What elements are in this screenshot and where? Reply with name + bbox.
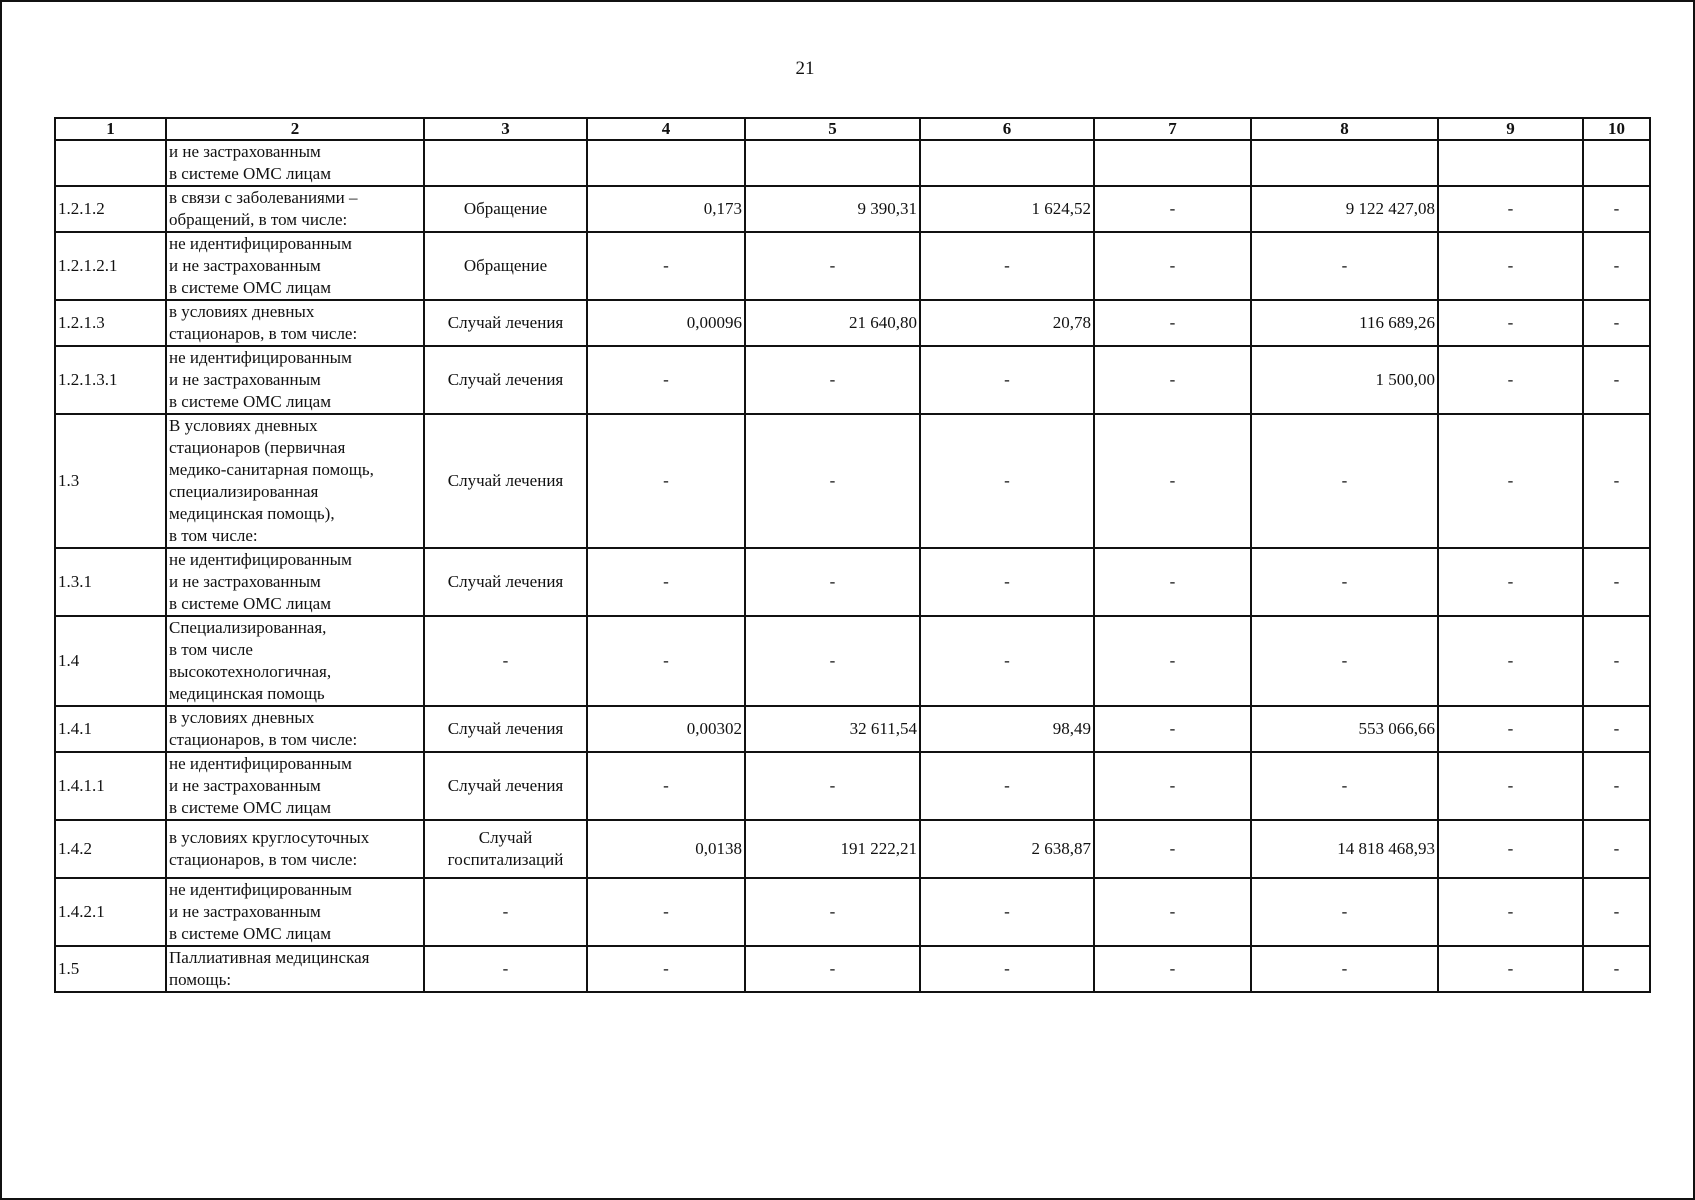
row-name bbox=[166, 616, 424, 706]
table-row bbox=[55, 820, 1650, 878]
cell-col-7: - bbox=[1094, 820, 1251, 878]
row-unit-line: Случай лечения bbox=[447, 719, 564, 738]
cell-col-7: - bbox=[1094, 752, 1251, 820]
table-row bbox=[55, 186, 1650, 232]
row-name-line: в системе ОМС лицам bbox=[169, 798, 331, 817]
row-unit bbox=[424, 946, 587, 992]
row-name-line: в условиях дневных bbox=[169, 708, 315, 727]
cell-col-9: - bbox=[1438, 186, 1583, 232]
table-row bbox=[55, 346, 1650, 414]
cell-col-4: 0,173 bbox=[587, 186, 745, 232]
header-row bbox=[55, 118, 1650, 140]
row-name-line: и не застрахованным bbox=[169, 256, 321, 275]
cell-col-4: 0,0138 bbox=[587, 820, 745, 878]
row-name-line: в системе ОМС лицам bbox=[169, 924, 331, 943]
row-unit bbox=[424, 414, 587, 548]
row-name-line: медицинская помощь), bbox=[169, 504, 335, 523]
row-name-line: не идентифицированным bbox=[169, 880, 352, 899]
cell-col-10: - bbox=[1583, 616, 1650, 706]
cell-col-5: - bbox=[745, 346, 920, 414]
cell-col-8: - bbox=[1251, 616, 1438, 706]
row-name bbox=[166, 878, 424, 946]
row-name-line: в том числе bbox=[169, 640, 253, 659]
row-name-line: стационаров, в том числе: bbox=[169, 324, 358, 343]
row-name-line: в системе ОМС лицам bbox=[169, 594, 331, 613]
row-unit-line: госпитализаций bbox=[447, 850, 564, 869]
column-header-6: 6 bbox=[920, 118, 1094, 140]
cell-col-8: 116 689,26 bbox=[1251, 300, 1438, 346]
cell-col-10: - bbox=[1583, 752, 1650, 820]
table-row bbox=[55, 414, 1650, 548]
row-name-line: Паллиативная медицинская bbox=[169, 948, 370, 967]
row-name-line: высокотехнологичная, bbox=[169, 662, 332, 681]
row-number: 1.2.1.3.1 bbox=[55, 346, 166, 414]
cell-col-10: - bbox=[1583, 414, 1650, 548]
cell-col-5: - bbox=[745, 548, 920, 616]
row-name-line: стационаров, в том числе: bbox=[169, 730, 358, 749]
cell-col-5: 9 390,31 bbox=[745, 186, 920, 232]
cell-col-6: - bbox=[920, 946, 1094, 992]
row-name bbox=[166, 946, 424, 992]
row-name-line: и не застрахованным bbox=[169, 776, 321, 795]
cell-col-9: - bbox=[1438, 820, 1583, 878]
cell-col-4: - bbox=[587, 752, 745, 820]
row-name bbox=[166, 414, 424, 548]
cell-col-6: 1 624,52 bbox=[920, 186, 1094, 232]
cell-col-5: - bbox=[745, 878, 920, 946]
row-name-line: медико-санитарная помощь, bbox=[169, 460, 374, 479]
row-unit-line: - bbox=[502, 651, 509, 670]
row-unit bbox=[424, 820, 587, 878]
cell-col-9: - bbox=[1438, 346, 1583, 414]
cell-col-8: - bbox=[1251, 232, 1438, 300]
table-body bbox=[55, 140, 1650, 992]
column-header-10: 10 bbox=[1583, 118, 1650, 140]
table-row bbox=[55, 706, 1650, 752]
row-unit bbox=[424, 346, 587, 414]
cell-col-4 bbox=[587, 140, 745, 186]
cell-col-7: - bbox=[1094, 706, 1251, 752]
row-number: 1.4.2.1 bbox=[55, 878, 166, 946]
cell-col-10: - bbox=[1583, 820, 1650, 878]
cell-col-8: - bbox=[1251, 414, 1438, 548]
table-row bbox=[55, 616, 1650, 706]
cell-col-8: - bbox=[1251, 878, 1438, 946]
cell-col-8: - bbox=[1251, 752, 1438, 820]
cell-col-5: 191 222,21 bbox=[745, 820, 920, 878]
cell-col-10 bbox=[1583, 140, 1650, 186]
row-number: 1.4 bbox=[55, 616, 166, 706]
cell-col-6: 2 638,87 bbox=[920, 820, 1094, 878]
cell-col-7: - bbox=[1094, 232, 1251, 300]
row-number: 1.5 bbox=[55, 946, 166, 992]
row-number: 1.4.1 bbox=[55, 706, 166, 752]
cell-col-4: - bbox=[587, 232, 745, 300]
cell-col-8: 1 500,00 bbox=[1251, 346, 1438, 414]
row-unit bbox=[424, 548, 587, 616]
cell-col-9: - bbox=[1438, 706, 1583, 752]
cell-col-5: - bbox=[745, 616, 920, 706]
cell-col-4: - bbox=[587, 878, 745, 946]
row-unit-line: Случай bbox=[478, 828, 533, 847]
row-name-line: в системе ОМС лицам bbox=[169, 278, 331, 297]
row-name-line: в системе ОМС лицам bbox=[169, 392, 331, 411]
row-name-line: и не застрахованным bbox=[169, 370, 321, 389]
column-header-2: 2 bbox=[166, 118, 424, 140]
row-name bbox=[166, 706, 424, 752]
cell-col-8: 553 066,66 bbox=[1251, 706, 1438, 752]
row-unit bbox=[424, 878, 587, 946]
row-name bbox=[166, 548, 424, 616]
row-name-line: в связи с заболеваниями – bbox=[169, 188, 358, 207]
cell-col-6: - bbox=[920, 548, 1094, 616]
table-row bbox=[55, 878, 1650, 946]
cell-col-10: - bbox=[1583, 706, 1650, 752]
row-name-line: обращений, в том числе: bbox=[169, 210, 348, 229]
cell-col-9: - bbox=[1438, 548, 1583, 616]
row-name-line: стационаров (первичная bbox=[169, 438, 346, 457]
row-name bbox=[166, 186, 424, 232]
cell-col-8 bbox=[1251, 140, 1438, 186]
cell-col-10: - bbox=[1583, 548, 1650, 616]
table-row bbox=[55, 946, 1650, 992]
cell-col-7: - bbox=[1094, 414, 1251, 548]
row-number: 1.3 bbox=[55, 414, 166, 548]
cell-col-9: - bbox=[1438, 414, 1583, 548]
column-header-5: 5 bbox=[745, 118, 920, 140]
column-header-9: 9 bbox=[1438, 118, 1583, 140]
row-number: 1.4.1.1 bbox=[55, 752, 166, 820]
row-name-line: не идентифицированным bbox=[169, 348, 352, 367]
cell-col-9: - bbox=[1438, 752, 1583, 820]
table-row bbox=[55, 752, 1650, 820]
cell-col-10: - bbox=[1583, 346, 1650, 414]
cell-col-7: - bbox=[1094, 616, 1251, 706]
cell-col-9: - bbox=[1438, 232, 1583, 300]
row-name-line: В условиях дневных bbox=[169, 416, 318, 435]
cell-col-5: - bbox=[745, 752, 920, 820]
cell-col-4: - bbox=[587, 616, 745, 706]
row-unit-line: - bbox=[502, 959, 509, 978]
row-unit bbox=[424, 752, 587, 820]
cell-col-7: - bbox=[1094, 946, 1251, 992]
cell-col-5: - bbox=[745, 232, 920, 300]
row-name bbox=[166, 752, 424, 820]
row-name-line: медицинская помощь bbox=[169, 684, 325, 703]
cell-col-4: - bbox=[587, 414, 745, 548]
row-unit bbox=[424, 706, 587, 752]
cell-col-8: 9 122 427,08 bbox=[1251, 186, 1438, 232]
column-header-7: 7 bbox=[1094, 118, 1251, 140]
cell-col-5: - bbox=[745, 414, 920, 548]
cell-col-7: - bbox=[1094, 346, 1251, 414]
row-name-line: и не застрахованным bbox=[169, 572, 321, 591]
row-unit-line: Случай лечения bbox=[447, 313, 564, 332]
cell-col-6: - bbox=[920, 414, 1094, 548]
table-header bbox=[55, 118, 1650, 140]
cell-col-4: - bbox=[587, 946, 745, 992]
cell-col-7: - bbox=[1094, 548, 1251, 616]
row-name-line: и не застрахованным bbox=[169, 902, 321, 921]
row-name-line: специализированная bbox=[169, 482, 319, 501]
cell-col-6: - bbox=[920, 878, 1094, 946]
row-unit-line: Обращение bbox=[463, 256, 548, 275]
row-name-line: и не застрахованным bbox=[169, 142, 321, 161]
table-row bbox=[55, 300, 1650, 346]
cell-col-10: - bbox=[1583, 300, 1650, 346]
cell-col-6: - bbox=[920, 616, 1094, 706]
row-unit-line: - bbox=[502, 902, 509, 921]
row-name bbox=[166, 300, 424, 346]
row-unit-line: Обращение bbox=[463, 199, 548, 218]
row-unit-line: Случай лечения bbox=[447, 471, 564, 490]
row-number: 1.2.1.2.1 bbox=[55, 232, 166, 300]
cell-col-4: 0,00096 bbox=[587, 300, 745, 346]
cell-col-10: - bbox=[1583, 186, 1650, 232]
cell-col-9: - bbox=[1438, 878, 1583, 946]
row-name-line: в условиях круглосуточных bbox=[169, 828, 370, 847]
cell-col-7 bbox=[1094, 140, 1251, 186]
row-name-line: в условиях дневных bbox=[169, 302, 315, 321]
cell-col-9 bbox=[1438, 140, 1583, 186]
row-unit-line: Случай лечения bbox=[447, 776, 564, 795]
row-name bbox=[166, 140, 424, 186]
column-header-1: 1 bbox=[55, 118, 166, 140]
cell-col-10: - bbox=[1583, 878, 1650, 946]
cell-col-4: - bbox=[587, 548, 745, 616]
cell-col-6: - bbox=[920, 752, 1094, 820]
table-row bbox=[55, 548, 1650, 616]
cell-col-6 bbox=[920, 140, 1094, 186]
row-unit bbox=[424, 140, 587, 186]
page-number: 21 bbox=[795, 58, 815, 79]
cell-col-6: - bbox=[920, 232, 1094, 300]
cell-col-5: - bbox=[745, 946, 920, 992]
cell-col-4: - bbox=[587, 346, 745, 414]
table-row bbox=[55, 232, 1650, 300]
cell-col-8: - bbox=[1251, 548, 1438, 616]
row-name-line: стационаров, в том числе: bbox=[169, 850, 358, 869]
row-name bbox=[166, 232, 424, 300]
row-number: 1.2.1.2 bbox=[55, 186, 166, 232]
row-number bbox=[55, 140, 166, 186]
row-number: 1.4.2 bbox=[55, 820, 166, 878]
data-table bbox=[54, 117, 1651, 993]
cell-col-5: 21 640,80 bbox=[745, 300, 920, 346]
column-header-4: 4 bbox=[587, 118, 745, 140]
row-name-line: не идентифицированным bbox=[169, 550, 352, 569]
cell-col-7: - bbox=[1094, 878, 1251, 946]
row-name-line: в системе ОМС лицам bbox=[169, 164, 331, 183]
row-number: 1.2.1.3 bbox=[55, 300, 166, 346]
cell-col-7: - bbox=[1094, 300, 1251, 346]
row-number: 1.3.1 bbox=[55, 548, 166, 616]
row-unit-line: Случай лечения bbox=[447, 370, 564, 389]
row-name-line: не идентифицированным bbox=[169, 754, 352, 773]
cell-col-7: - bbox=[1094, 186, 1251, 232]
cell-col-6: - bbox=[920, 346, 1094, 414]
row-name-line: помощь: bbox=[169, 970, 232, 989]
row-unit-line: Случай лечения bbox=[447, 572, 564, 591]
table-row bbox=[55, 140, 1650, 186]
cell-col-10: - bbox=[1583, 946, 1650, 992]
row-name-line: Специализированная, bbox=[169, 618, 327, 637]
cell-col-9: - bbox=[1438, 616, 1583, 706]
column-header-8: 8 bbox=[1251, 118, 1438, 140]
cell-col-9: - bbox=[1438, 946, 1583, 992]
row-unit bbox=[424, 300, 587, 346]
row-name-line: в том числе: bbox=[169, 526, 258, 545]
row-name bbox=[166, 346, 424, 414]
column-header-3: 3 bbox=[424, 118, 587, 140]
cell-col-4: 0,00302 bbox=[587, 706, 745, 752]
cell-col-10: - bbox=[1583, 232, 1650, 300]
cell-col-8: - bbox=[1251, 946, 1438, 992]
cell-col-6: 98,49 bbox=[920, 706, 1094, 752]
cell-col-5: 32 611,54 bbox=[745, 706, 920, 752]
cell-col-5 bbox=[745, 140, 920, 186]
row-unit bbox=[424, 616, 587, 706]
row-unit bbox=[424, 186, 587, 232]
cell-col-8: 14 818 468,93 bbox=[1251, 820, 1438, 878]
cell-col-6: 20,78 bbox=[920, 300, 1094, 346]
row-name-line: не идентифицированным bbox=[169, 234, 352, 253]
row-name bbox=[166, 820, 424, 878]
cell-col-9: - bbox=[1438, 300, 1583, 346]
row-unit bbox=[424, 232, 587, 300]
